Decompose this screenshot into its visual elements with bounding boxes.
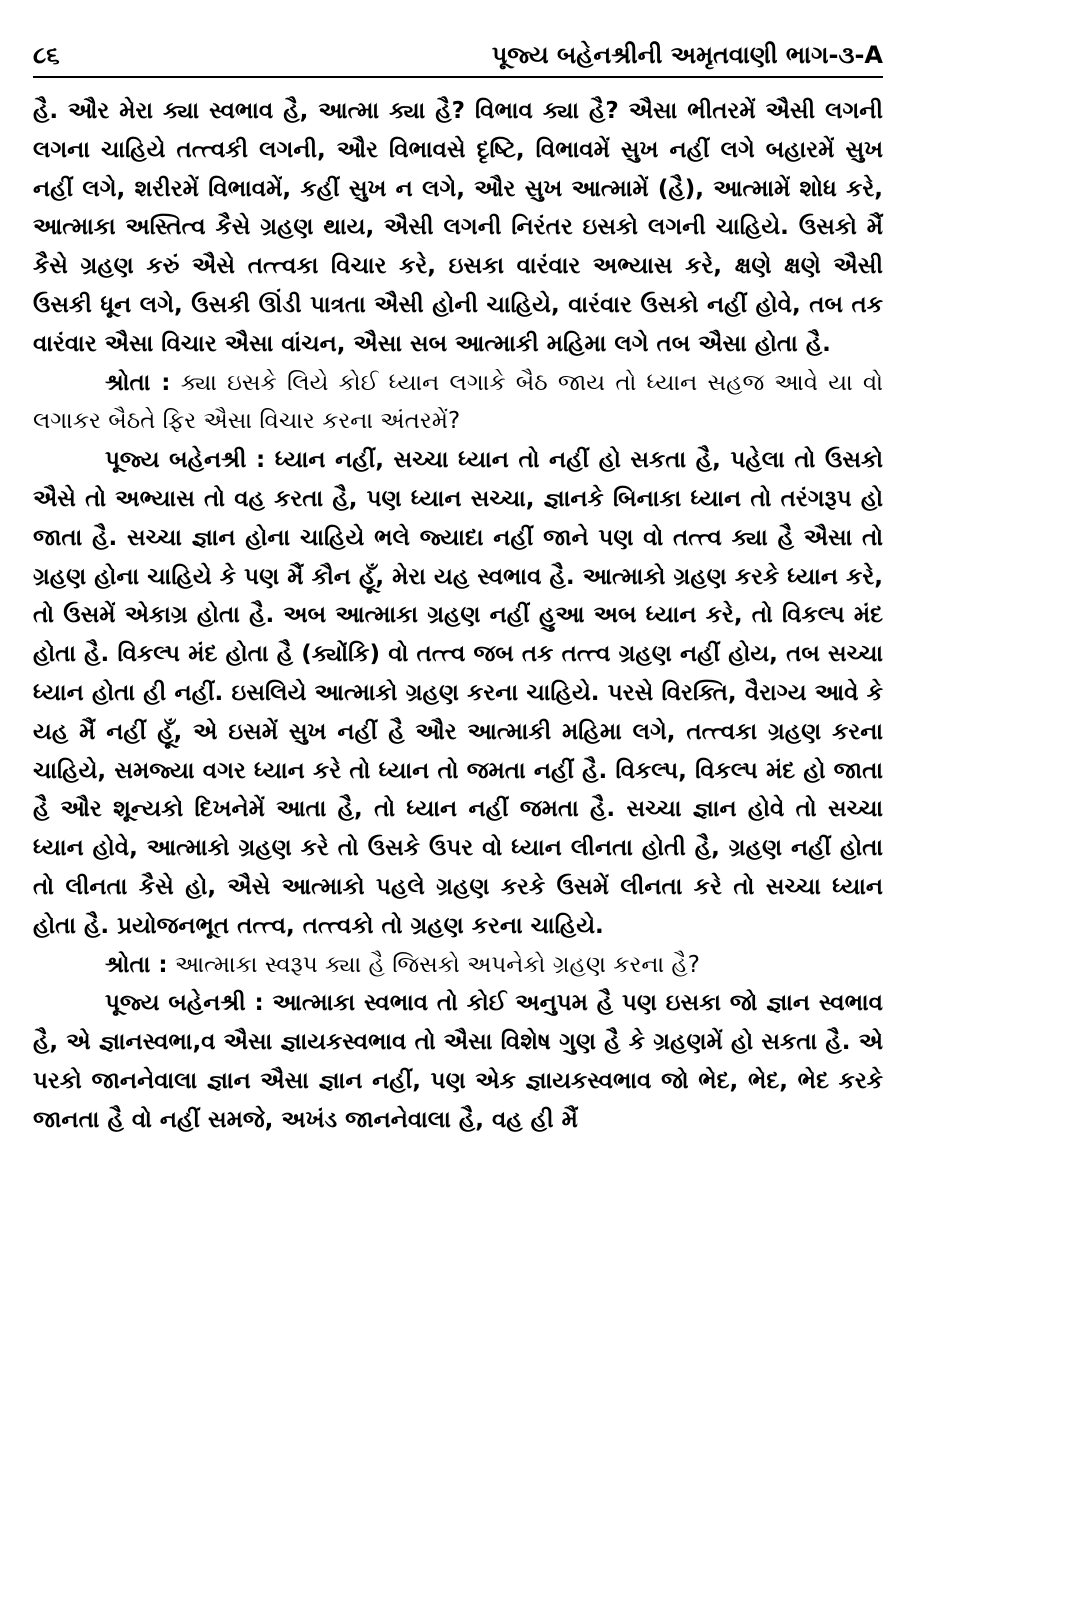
page-body — [33, 92, 883, 1140]
paragraph-text: આત્માકા સ્વભાવ તો કોઈ અનુપમ હૈ પણ ઇસકા જો જ્ઞાન સ્વભાવ હૈ, એ જ્ઞાનસ્વભા,વ ઐસા જ્ઞાયકસ્વભાવ તો ઐસા વિશેષ ગુણ હૈ કે ગ્રહણમેં હો સકતા હૈ. એ પરકો જાનનેવાલા જ્ઞાન ઐસા જ્ઞાન નહીં, પણ એક જ્ઞાયકસ્વભાવ જો ભેદ, ભેદ, ભેદ કરકે જાનતા હૈ વો નહીં સમજે, અખંડ જાનનેવાલા હૈ, વહ હી મૈં — [33, 990, 883, 1133]
running-title: પૂજ્ય બહેનશ્રીની અમૃતવાણી ભાગ-૩-A — [491, 41, 883, 69]
speaker-label: શ્રોતા : — [105, 951, 168, 978]
page-number: ૮૬ — [33, 41, 60, 69]
question-paragraph — [33, 364, 883, 442]
paragraph-text: ધ્યાન નહીં, સચ્ચા ધ્યાન તો નહીં હો સકતા હૈ, પહેલા તો ઉસકો ઐસે તો અભ્યાસ તો વહ કરતા હૈ, પણ ધ્યાન સચ્ચા, જ્ઞાનકે બિનાકા ધ્યાન તો તરંગરૂપ હો જાતા હૈ. સચ્ચા જ્ઞાન હોના ચાહિયે ભલે જ્યાદા નહીં જાને પણ વો તત્ત્વ ક્યા હૈ ઐસા તો ગ્રહણ હોના ચાહિયે કે પણ મૈં કૌન હૂઁ, મેરા યહ સ્વભાવ હૈ. આત્માકો ગ્રહણ કરકે ધ્યાન કરે, તો ઉસમેં એકાગ્ર હોતા હૈ. અબ આત્માકા ગ્રહણ નહીં હુઆ અબ ધ્યાન કરે, તો વિકલ્પ મંદ હોતા હૈ. વિકલ્પ મંદ હોતા હૈ (ક્યોંકિ) વો તત્ત્વ જબ તક તત્ત્વ ગ્રહણ નહીં હોય, તબ સચ્ચા ધ્યાન હોતા હી નહીં. ઇસલિયે આત્માકો ગ્રહણ કરના ચાહિયે. પરસે વિરક્તિ, વૈરાગ્ય આવે કે યહ મૈં નહીં હૂઁ, એ ઇસમેં સુખ નહીં હૈ ઔર આત્માકી મહિમા લગે, તત્ત્વકા ગ્રહણ કરના ચાહિયે, સમજ્યા વગર ધ્યાન કરે તો ધ્યાન તો જમતા નહીં હૈ. વિકલ્પ, વિકલ્પ મંદ હો જાતા હૈ ઔર શૂન્યકો દિખનેમેં આતા હૈ, તો ધ્યાન નહીં જમતા હૈ. સચ્ચા જ્ઞાન હોવે તો સચ્ચા ધ્યાન હોવે, આત્માકો ગ્રહણ કરે તો ઉસકે ઉપર વો ધ્યાન લીનતા હોતી હૈ, ગ્રહણ નહીં હોતા તો લીનતા કૈસે હો, ઐસે આત્માકો પહલે ગ્રહણ કરકે ઉસમેં લીનતા કરે તો સચ્ચા ધ્યાન હોતા હૈ. પ્રયોજનભૂત તત્ત્વ, તત્ત્વકો તો ગ્રહણ કરના ચાહિયે. — [33, 447, 883, 939]
answer-paragraph — [33, 441, 883, 945]
paragraph-text: આત્માકા સ્વરૂપ ક્યા હૈ જિસકો અપનેકો ગ્રહણ કરના હૈ? — [167, 951, 700, 978]
page-header — [33, 40, 883, 78]
paragraph — [33, 92, 883, 364]
speaker-label: પૂજ્ય બહેનશ્રી : — [105, 447, 266, 474]
paragraph-text: હૈ. ઔર મેરા ક્યા સ્વભાવ હૈ, આત્મા ક્યા હૈ? વિભાવ ક્યા હૈ? ઐસા ભીતરમેં ઐસી લગની લગના ચાહિયે તત્ત્વકી લગની, ઔર વિભાવસે દૃષ્ટિ, વિભાવમેં સુખ નહીં લગે બહારમેં સુખ નહીં લગે, શરીરમેં વિભાવમેં, કહીં સુખ ન લગે, ઔર સુખ આત્મામેં (હૈ), આત્મામેં શોધ કરે, આત્માકા અસ્તિત્વ કૈસે ગ્રહણ થાય, ઐસી લગની નિરંતર ઇસકો લગની ચાહિયે. ઉસકો મૈં કૈસે ગ્રહણ કરું ઐસે તત્ત્વકા વિચાર કરે, ઇસકા વારંવાર અભ્યાસ કરે, ક્ષણે ક્ષણે ઐસી ઉસકી ધૂન લગે, ઉસકી ઊંડી પાત્રતા ઐસી હોની ચાહિયે, વારંવાર ઉસકો નહીં હોવે, તબ તક વારંવાર ઐસા વિચાર ઐસા વાંચન, ઐસા સબ આત્માકી મહિમા લગે તબ ઐસા હોતા હૈ. — [33, 98, 883, 357]
question-paragraph — [33, 946, 883, 985]
speaker-label: પૂજ્ય બહેનશ્રી : — [105, 990, 264, 1017]
speaker-label: શ્રોતા : — [105, 369, 171, 396]
answer-paragraph — [33, 984, 883, 1139]
paragraph-text: ક્યા ઇસકે લિયે કોઈ ધ્યાન લગાકે બૈઠ જાય તો ધ્યાન સહજ આવે યા વો લગાકર બૈઠતે ફિર ઐસા વિચાર કરના અંતરમેં? — [33, 369, 884, 435]
